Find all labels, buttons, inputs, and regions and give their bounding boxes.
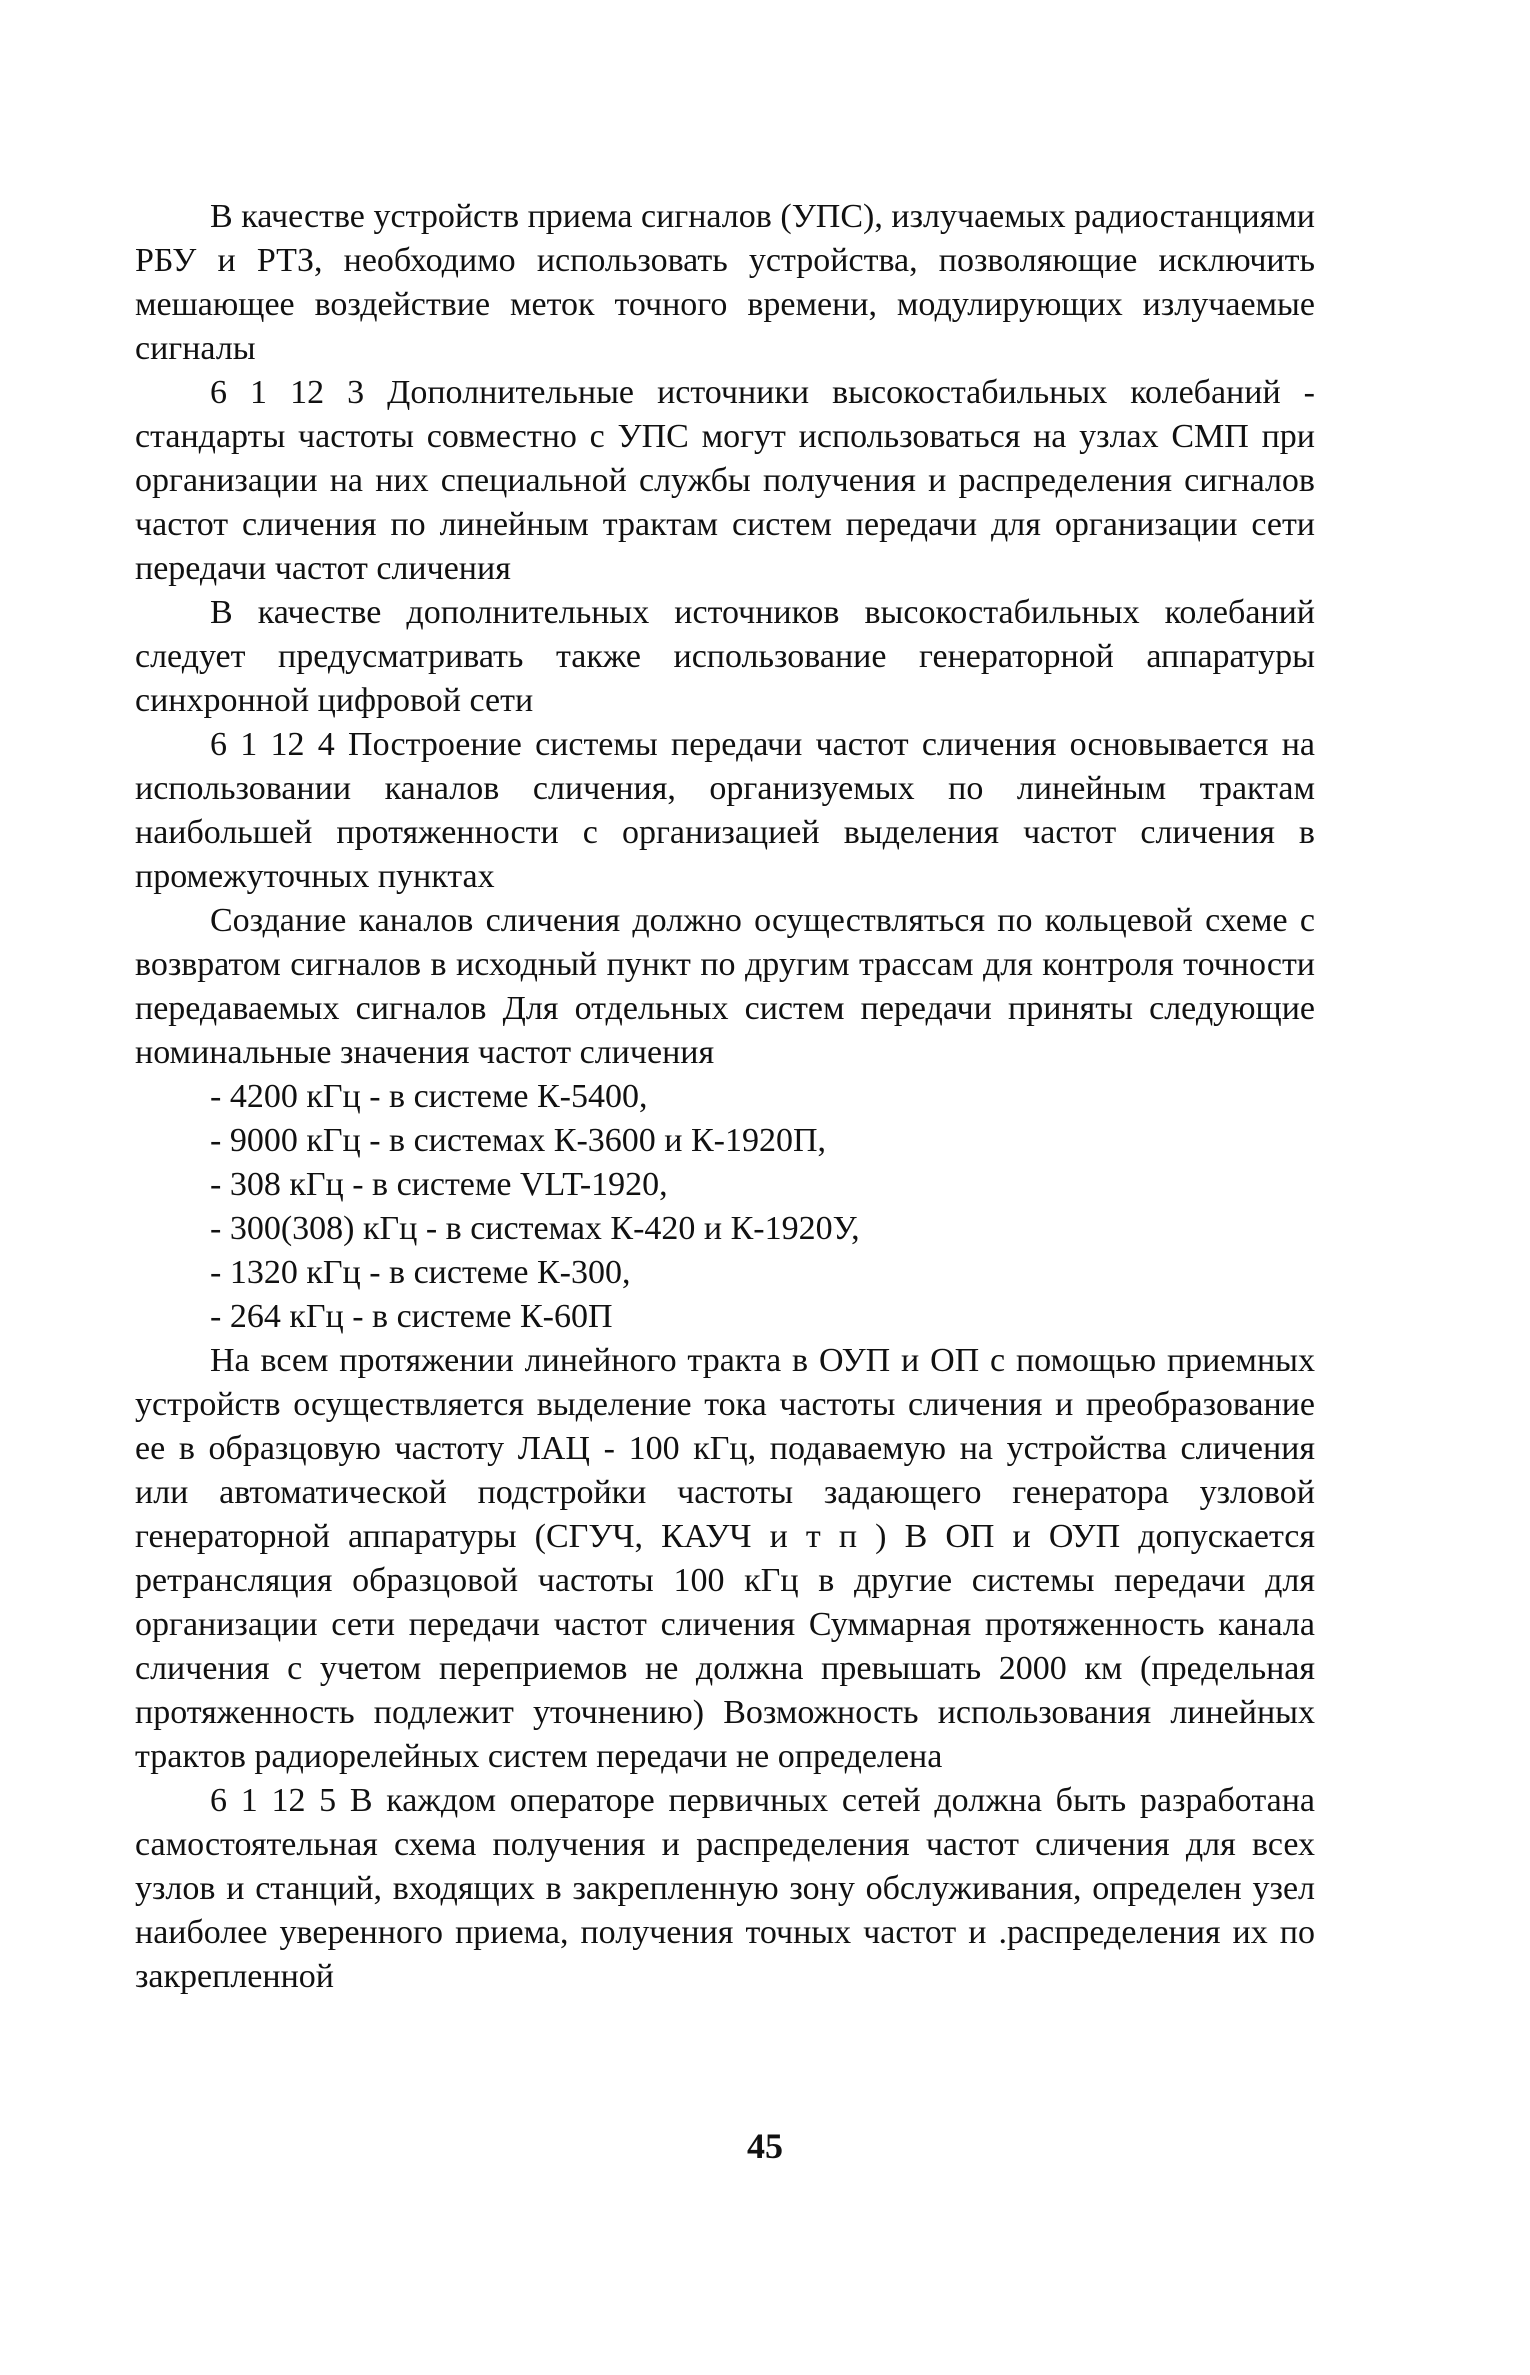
list-item: - 9000 кГц - в системах К-3600 и К-1920П,	[210, 1122, 827, 1159]
paragraph-additional-sources: В качестве дополнительных источников высокостабильных колебаний следует предусматривать также использование генераторной аппаратуры синхронной цифровой сети	[135, 594, 1315, 719]
paragraph-6-1-12-3: 6 1 12 3 Дополнительные источники высокостабильных колебаний - стандарты частоты совместно с УПС могут использоваться на узлах СМП при организации на них специальной службы получения и распределения сигналов частот сличения по линейным трактам систем передачи для организации сети передачи частот сличения	[135, 374, 1315, 587]
paragraph-linear-tract: На всем протяжении линейного тракта в ОУП и ОП с помощью приемных устройств осуществляется выделение тока частоты сличения и преобразование ее в образцовую частоту ЛАЦ - 100 кГц, подаваемую на устройства сличения или автоматической подстройки частоты задающего генератора узловой генераторной аппаратуры (СГУЧ, КАУЧ и т п ) В ОП и ОУП допускается ретрансляция образцовой частоты 100 кГц в другие системы передачи для организации сети передачи частот сличения Суммарная протяженность канала сличения с учетом переприемов не должна превышать 2000 км (предельная протяженность подлежит уточнению) Возможность использования линейных трактов радиорелейных систем передачи не определена	[135, 1342, 1315, 1775]
paragraph-6-1-12-4: 6 1 12 4 Построение системы передачи частот сличения основывается на использовании каналов сличения, организуемых по линейным трактам наибольшей протяженности с организацией выделения частот сличения в промежуточных пунктах	[135, 726, 1315, 895]
page-number: 45	[747, 2126, 783, 2166]
list-item: - 308 кГц - в системе VLT-1920,	[210, 1166, 668, 1203]
document-page	[135, 195, 1315, 1999]
list-item: - 4200 кГц - в системе К-5400,	[210, 1078, 648, 1115]
paragraph-6-1-12-5: 6 1 12 5 В каждом операторе первичных сетей должна быть разработана самостоятельная схема получения и распределения частот сличения для всех узлов и станций, входящих в закрепленную зону обслуживания, определен узел наиболее уверенного приема, получения точных частот и .распределения их по закрепленной	[135, 1782, 1315, 1995]
paragraph-ups-devices: В качестве устройств приема сигналов (УПС), излучаемых радиостанциями РБУ и РТЗ, необходимо использовать устройства, позволяющие исключить мешающее воздействие меток точного времени, модулирующих излучаемые сигналы	[135, 198, 1315, 367]
frequency-list	[135, 1075, 1315, 1339]
list-item: - 1320 кГц - в системе К-300,	[210, 1254, 631, 1291]
list-item: - 264 кГц - в системе К-60П	[210, 1298, 613, 1335]
list-item: - 300(308) кГц - в системах К-420 и К-1920У,	[210, 1210, 860, 1247]
paragraph-comparison-channels: Создание каналов сличения должно осуществляться по кольцевой схеме с возвратом сигналов в исходный пункт по другим трассам для контроля точности передаваемых сигналов Для отдельных систем передачи приняты следующие номинальные значения частот сличения	[135, 902, 1315, 1071]
